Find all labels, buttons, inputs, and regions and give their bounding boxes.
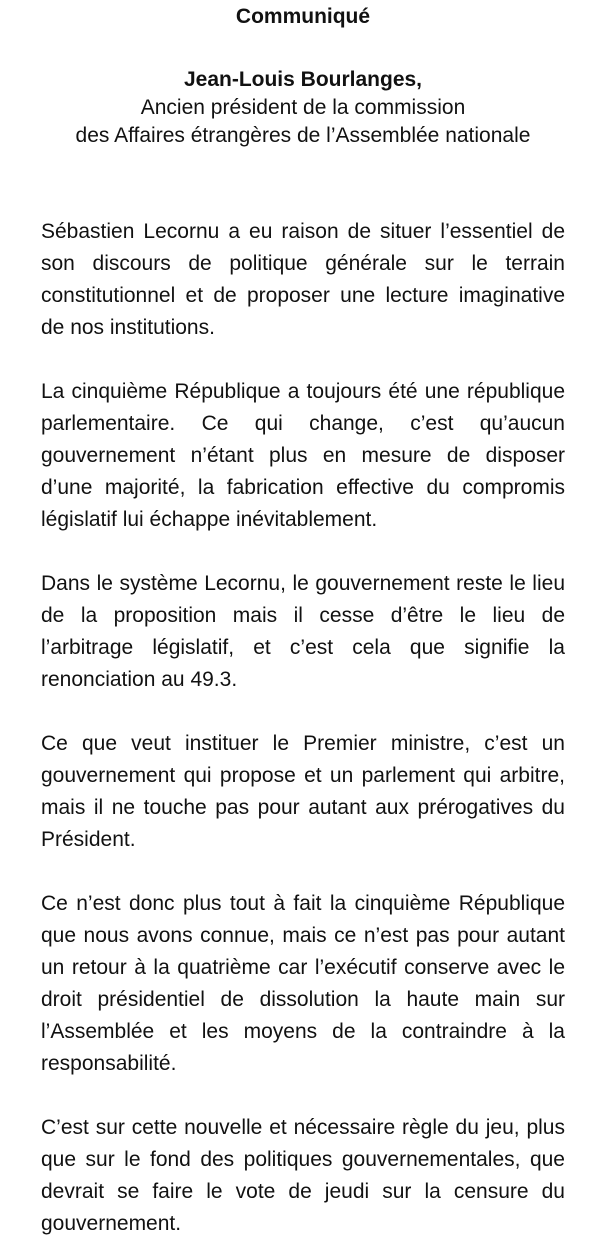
communique-body bbox=[41, 216, 565, 1240]
paragraph-4: Ce que veut instituer le Premier ministre, c’est un gouvernement qui propose et un parlement qui arbitre, mais il ne touche pas pour autant aux prérogatives du Président. bbox=[41, 732, 565, 851]
paragraph-1: Sébastien Lecornu a eu raison de situer l’essentiel de son discours de politique générale sur le terrain constitutionnel et de proposer une lecture imaginative de nos institutions. bbox=[41, 220, 565, 339]
paragraph-3: Dans le système Lecornu, le gouvernement reste le lieu de la proposition mais il cesse d’être le lieu de l’arbitrage législatif, et c’est cela que signifie la renonciation au 49.3. bbox=[41, 572, 565, 691]
author-role-line-1: Ancien président de la commission bbox=[140, 96, 466, 119]
author-role-line-2: des Affaires étrangères de l’Assemblée nationale bbox=[75, 124, 531, 147]
author-name: Jean-Louis Bourlanges, bbox=[183, 68, 423, 91]
author-block bbox=[0, 66, 606, 150]
paragraph-6: C’est sur cette nouvelle et nécessaire règle du jeu, plus que sur le fond des politiques gouvernementales, que devrait se faire le vote de jeudi sur la censure du gouvernement. bbox=[41, 1116, 565, 1235]
document-title: Communiqué bbox=[235, 5, 371, 28]
paragraph-2: La cinquième République a toujours été une république parlementaire. Ce qui change, c’est qu’aucun gouvernement n’étant plus en mesure de disposer d’une majorité, la fabrication effective du compromis législatif lui échappe inévitablement. bbox=[41, 380, 565, 531]
paragraph-5: Ce n’est donc plus tout à fait la cinquième République que nous avons connue, mais ce n’est pas pour autant un retour à la quatrième car l’exécutif conserve avec le droit présidentiel de dissolution la haute main sur l’Assemblée et les moyens de la contraindre à la responsabilité. bbox=[41, 892, 565, 1075]
